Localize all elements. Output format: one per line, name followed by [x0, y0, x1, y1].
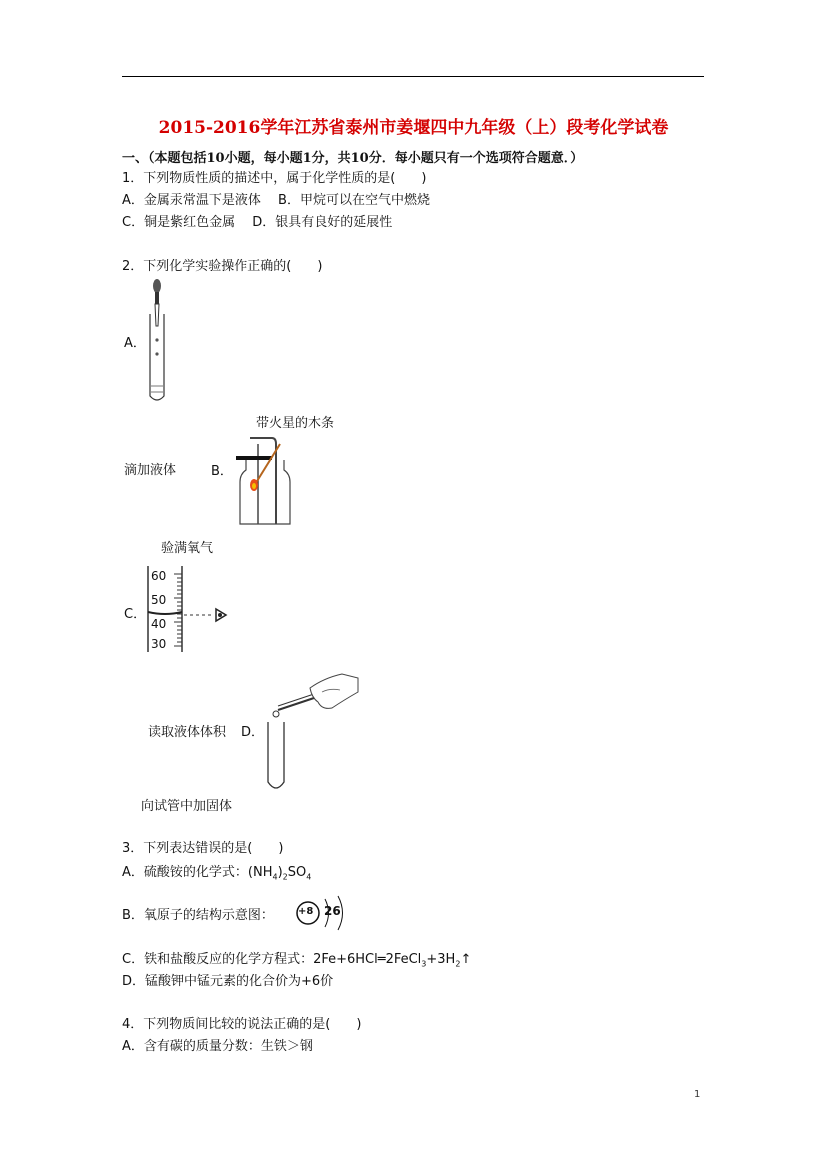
dropper-test-tube-figure	[140, 274, 180, 408]
q2-option-c-label: C．	[124, 607, 147, 622]
q4-stem: 4．下列物质间比较的说法正确的是( )	[122, 1017, 362, 1032]
q1-stem: 1．下列物质性质的描述中，属于化学性质的是( )	[122, 171, 427, 186]
q2-option-b-caption: 验满氧气	[161, 541, 214, 556]
q1-options-ab: A．金属汞常温下是液体 B．甲烷可以在空气中燃烧	[122, 193, 430, 208]
q2-option-d-caption: 向试管中加固体	[141, 799, 233, 814]
test-tube-tongs-figure	[260, 670, 364, 794]
gas-bottle-figure	[228, 436, 298, 530]
cylinder-tick-50: 50	[151, 593, 167, 607]
cylinder-tick-30: 30	[151, 637, 167, 651]
q2-option-a-caption: 滴加液体	[124, 463, 177, 478]
q2-stem: 2．下列化学实验操作正确的( )	[122, 259, 323, 274]
q2-option-b-label: B．	[211, 464, 233, 479]
q1-options-cd: C．铜是紫红色金属 D．银具有良好的延展性	[122, 215, 393, 230]
q2-option-a-label: A．	[124, 336, 146, 351]
oxygen-nucleus-label: +8	[298, 906, 314, 917]
q3-option-a: A．硫酸铵的化学式：$(NH_4)_2SO_4$	[122, 865, 312, 882]
page-number: 1	[694, 1089, 701, 1100]
q3-option-c: C．铁和盐酸反应的化学方程式：$2Fe+6HCl═2FeCl_3+3H_2↑$	[122, 952, 472, 969]
cylinder-tick-40: 40	[151, 617, 167, 631]
q3-option-d: D．锰酸钾中锰元素的化合价为+6价	[122, 974, 334, 989]
header-rule	[122, 76, 704, 77]
section-1-heading: 一、（本题包括10小题，每小题1分，共10分．每小题只有一个选项符合题意．）	[122, 151, 584, 166]
q2-b-figure-label: 带火星的木条	[256, 416, 335, 431]
cylinder-tick-60: 60	[151, 569, 167, 583]
q3-stem: 3．下列表达错误的是( )	[122, 841, 284, 856]
q3-option-b-text: B．氧原子的结构示意图：	[122, 908, 274, 923]
q2-option-c-caption: 读取液体体积	[148, 725, 227, 740]
exam-title: 2015-2016学年江苏省泰州市姜堰四中九年级（上）段考化学试卷	[158, 118, 669, 138]
q4-option-a: A．含有碳的质量分数：生铁＞钢	[122, 1039, 313, 1054]
q2-option-d-label: D．	[241, 725, 265, 740]
oxygen-shell-electrons: 26	[324, 904, 341, 918]
